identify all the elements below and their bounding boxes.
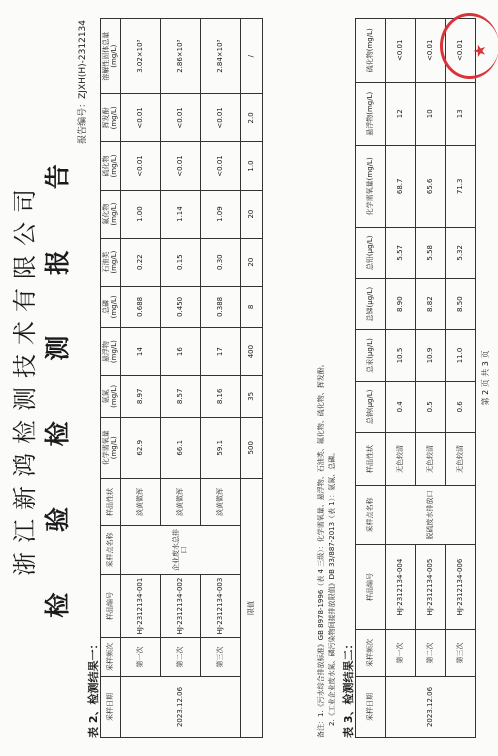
table-cell: / xyxy=(240,19,262,94)
table-cell: 无色较清 xyxy=(416,433,446,486)
table-cell: 16 xyxy=(160,328,200,376)
table-row xyxy=(386,19,416,738)
seal-star-icon: ★ xyxy=(470,43,489,58)
table-cell: 5.57 xyxy=(386,227,416,278)
table-cell: HJ-2312134-006 xyxy=(446,545,476,630)
table-cell: 0.5 xyxy=(416,381,446,432)
table-header-cell: 硫化物(mg/L) xyxy=(101,142,121,190)
table-cell: <0.01 xyxy=(160,94,200,142)
table-cell: 淡黄微浑 xyxy=(160,479,200,526)
table-header-cell: 氟化物(mg/L) xyxy=(101,190,121,238)
table-cell: 1.0 xyxy=(240,142,262,190)
table-cell: 无色较清 xyxy=(446,433,476,486)
table-cell: 第二次 xyxy=(416,630,446,677)
report-number: 报告编号：ZJXH(H)-2312134 xyxy=(78,20,88,144)
table3 xyxy=(355,18,476,738)
table-header-cell: 采样点名称 xyxy=(356,486,386,545)
table-cell: 2023.12.06 xyxy=(120,677,240,738)
table-header-cell: 样品性状 xyxy=(101,479,121,526)
table-cell: 企业废水总排口 xyxy=(120,526,240,575)
table-cell: 11.0 xyxy=(446,330,476,381)
table-cell: 59.1 xyxy=(200,417,240,478)
table-cell: 0.30 xyxy=(200,238,240,286)
table-cell: <0.01 xyxy=(446,19,476,83)
table-cell: 第一次 xyxy=(120,638,160,677)
table-cell: 62.9 xyxy=(120,417,160,478)
company-title: 浙江新鸿检测技术有限公司 xyxy=(11,180,39,576)
table-header-cell: 采样日期 xyxy=(101,677,121,738)
table2-caption: 表 2、检测结果一： xyxy=(87,638,100,738)
table-cell: 20 xyxy=(240,238,262,286)
table-cell: 13 xyxy=(446,82,476,145)
table-cell: 20 xyxy=(240,190,262,238)
table-cell: 8.90 xyxy=(386,278,416,329)
table-cell: 10.5 xyxy=(386,330,416,381)
table-cell: 8.97 xyxy=(120,376,160,417)
table-cell: 8.82 xyxy=(416,278,446,329)
table-header-cell: 溶解性固体总量(mg/L) xyxy=(101,19,121,94)
table-cell: 第一次 xyxy=(386,630,416,677)
table-cell: 71.3 xyxy=(446,146,476,228)
table-header-cell: 悬浮物(mg/L) xyxy=(101,328,121,376)
table-header-cell: 挥发酚(mg/L) xyxy=(101,94,121,142)
company-seal xyxy=(440,13,498,79)
table-cell: <0.01 xyxy=(416,19,446,83)
table-cell: 0.4 xyxy=(386,381,416,432)
table-cell: 8.50 xyxy=(446,278,476,329)
table-cell: HJ-2312134-005 xyxy=(416,545,446,630)
table-cell: HJ-2312134-001 xyxy=(120,575,160,638)
table-header-cell: 悬浮物(mg/L) xyxy=(356,82,386,145)
table-cell: 5.32 xyxy=(446,227,476,278)
table-cell: 淡黄微浑 xyxy=(200,479,240,526)
table-cell: 500 xyxy=(240,417,262,478)
table-cell: 淡黄微浑 xyxy=(120,479,160,526)
table-cell: 400 xyxy=(240,328,262,376)
table-header-cell: 化学需氧量(mg/L) xyxy=(101,417,121,478)
table-header-cell: 总磷(mg/L) xyxy=(101,286,121,327)
table-cell: <0.01 xyxy=(120,142,160,190)
table-cell: 2.0 xyxy=(240,94,262,142)
table-cell: 14 xyxy=(120,328,160,376)
table-cell: 第二次 xyxy=(160,638,200,677)
table-cell: 8.16 xyxy=(200,376,240,417)
table-cell: 0.450 xyxy=(160,286,200,327)
table-cell: 2023.12.06 xyxy=(386,677,476,738)
table-header-cell: 氨氮(mg/L) xyxy=(101,376,121,417)
table2-header-row xyxy=(101,19,121,738)
table3-caption: 表 3、检测结果二： xyxy=(342,638,355,738)
report-title: 检 验 检 测 报 告 xyxy=(43,138,72,618)
table-cell: 脱硫废水排放口 xyxy=(386,486,476,545)
table-cell: 1.00 xyxy=(120,190,160,238)
table-row xyxy=(200,19,240,738)
note-line-2: 2.《工业企业废水氮、磷污染物间接排放限值》DB 33/887-2013（表 1）：氨氮、总磷。 xyxy=(328,448,336,726)
table-header-cell: 总锑(μg/L) xyxy=(356,278,386,329)
table-cell: HJ-2312134-003 xyxy=(200,575,240,638)
table-header-cell: 总汞(μg/L) xyxy=(356,330,386,381)
table-row xyxy=(446,19,476,738)
table-cell: 0.22 xyxy=(120,238,160,286)
table-cell: 12 xyxy=(386,82,416,145)
table-header-cell: 采样频次 xyxy=(101,638,121,677)
table-header-cell: 总钠(μg/L) xyxy=(356,381,386,432)
table-cell: 3.02×10³ xyxy=(120,19,160,94)
table-cell: 第三次 xyxy=(200,638,240,677)
table-cell: 第三次 xyxy=(446,630,476,677)
table-cell: 5.58 xyxy=(416,227,446,278)
table-cell: 1.14 xyxy=(160,190,200,238)
table-header-cell: 石油类(mg/L) xyxy=(101,238,121,286)
table-cell: 2.86×10³ xyxy=(160,19,200,94)
table-cell: 无色较清 xyxy=(386,433,416,486)
table-header-cell: 化学需氧量(mg/L) xyxy=(356,146,386,228)
table-cell: <0.01 xyxy=(120,94,160,142)
table-header-cell: 硫化物(mg/L) xyxy=(356,19,386,83)
table-header-cell: 采样频次 xyxy=(356,630,386,677)
table-row xyxy=(416,19,446,738)
table-header-cell: 采样点名称 xyxy=(101,526,121,575)
table3-header-row xyxy=(356,19,386,738)
page-number: 第 2 页 共 3 页 xyxy=(481,350,490,406)
table-cell: <0.01 xyxy=(160,142,200,190)
table-cell: 8.57 xyxy=(160,376,200,417)
table-row xyxy=(120,19,160,738)
table-cell: 10.9 xyxy=(416,330,446,381)
table-cell: 0.6 xyxy=(446,381,476,432)
table-cell: 17 xyxy=(200,328,240,376)
table-header-cell: 总铅(μg/L) xyxy=(356,227,386,278)
table-cell: 65.6 xyxy=(416,146,446,228)
table-header-cell: 样品性状 xyxy=(356,433,386,486)
table-cell: 0.688 xyxy=(120,286,160,327)
table-cell: <0.01 xyxy=(200,142,240,190)
table-cell: <0.01 xyxy=(200,94,240,142)
table-row-limits xyxy=(240,19,262,738)
table2 xyxy=(100,18,263,738)
table-header-cell: 样品编号 xyxy=(356,545,386,630)
table-cell: HJ-2312134-004 xyxy=(386,545,416,630)
limit-label: 限值 xyxy=(240,479,262,738)
table-header-cell: 样品编号 xyxy=(101,575,121,638)
note-line-1: 备注：1.《污水综合排放标准》GB 8978-1996（表 4 三级）：化学需氧量、悬浮物、石油类、氟化物、硫化物、挥发酚。 xyxy=(317,360,325,738)
table-cell: 8 xyxy=(240,286,262,327)
table-cell: 35 xyxy=(240,376,262,417)
table-cell: 10 xyxy=(416,82,446,145)
table-cell: <0.01 xyxy=(386,19,416,83)
table-cell: 0.15 xyxy=(160,238,200,286)
table-cell: 68.7 xyxy=(386,146,416,228)
table-cell: 66.1 xyxy=(160,417,200,478)
table-header-cell: 采样日期 xyxy=(356,677,386,738)
table-cell: 2.84×10³ xyxy=(200,19,240,94)
table-cell: 1.09 xyxy=(200,190,240,238)
table-cell: 0.388 xyxy=(200,286,240,327)
table-row xyxy=(160,19,200,738)
table-cell: HJ-2312134-002 xyxy=(160,575,200,638)
